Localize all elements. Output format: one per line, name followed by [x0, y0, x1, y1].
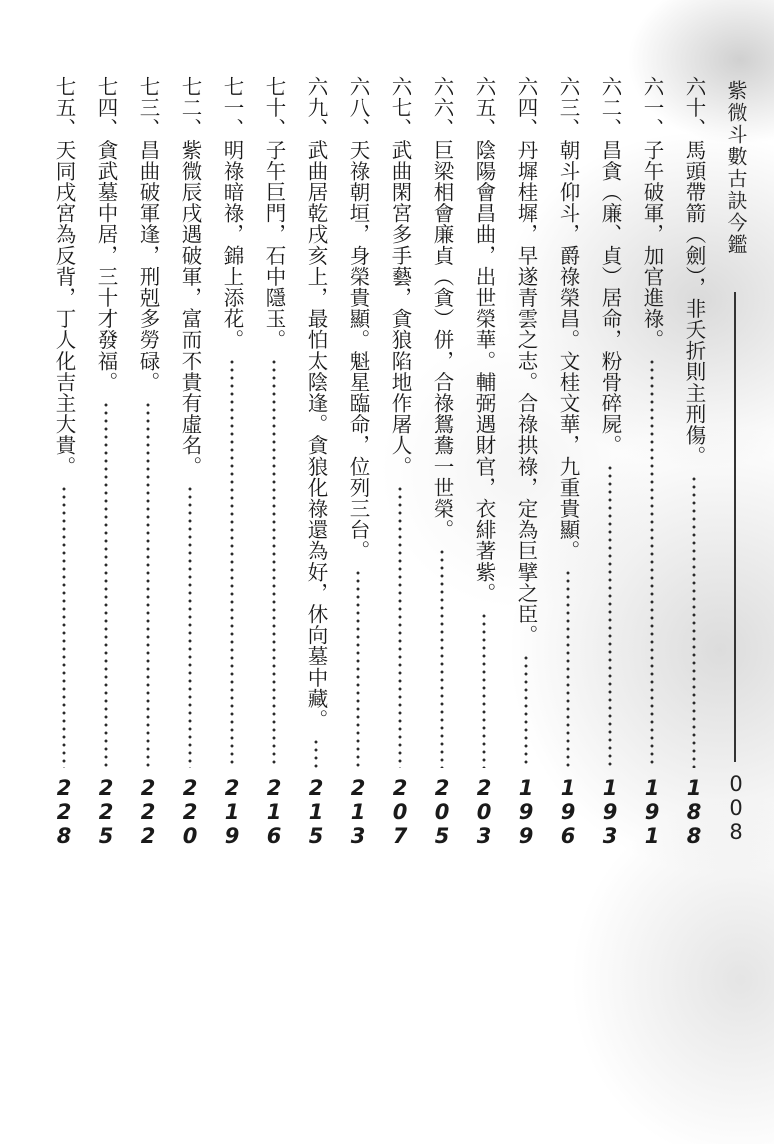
- entry-page-number: 213: [346, 776, 370, 848]
- entry-title: 七二、紫微辰戌遇破軍，富而不貴有虛名。: [178, 76, 202, 477]
- toc-entry[interactable]: [214, 76, 250, 1056]
- toc-entry[interactable]: [256, 76, 292, 1056]
- toc-entry[interactable]: [676, 76, 712, 1056]
- toc-entry[interactable]: [298, 76, 334, 1056]
- entry-page-number: 191: [640, 776, 664, 848]
- entry-title: 六九、武曲居乾戌亥上，最怕太陰逢。貪狼化祿還為好，休向墓中藏。: [304, 76, 328, 731]
- book-title: 紫微斗數古訣今鑑: [724, 80, 748, 256]
- leader-dots: [692, 475, 696, 768]
- entry-title: 七三、昌曲破軍逢，刑剋多勞碌。: [136, 76, 160, 393]
- entry-title: 六四、丹墀桂墀，早遂青雲之志。合祿拱祿，定為巨擘之臣。: [514, 76, 538, 646]
- entry-page-number: 219: [220, 776, 244, 848]
- leader-dots: [62, 485, 66, 768]
- toc-entry[interactable]: [634, 76, 670, 1056]
- toc-entry[interactable]: [172, 76, 208, 1056]
- toc-entry[interactable]: [46, 76, 82, 1056]
- entry-title: 七十、子午巨門，石中隱玉。: [262, 76, 286, 351]
- toc-entry[interactable]: [340, 76, 376, 1056]
- leader-dots: [188, 485, 192, 768]
- entry-page-number: 196: [556, 776, 580, 848]
- entry-page-number: 220: [178, 776, 202, 848]
- entry-page-number: 207: [388, 776, 412, 848]
- entry-page-number: 193: [598, 776, 622, 848]
- entry-page-number: 188: [682, 776, 706, 848]
- leader-dots: [650, 358, 654, 768]
- entry-title: 六三、朝斗仰斗，爵祿榮昌。文桂文華，九重貴顯。: [556, 76, 580, 562]
- entry-title: 六六、巨梁相會廉貞（貪）併，合祿鴛鴦一世榮。: [430, 76, 454, 541]
- entry-page-number: 216: [262, 776, 286, 848]
- toc-entry[interactable]: [424, 76, 460, 1056]
- toc-entry[interactable]: [550, 76, 586, 1056]
- entry-page-number: 225: [94, 776, 118, 848]
- leader-dots: [524, 654, 528, 768]
- leader-dots: [314, 738, 318, 768]
- leader-dots: [566, 569, 570, 768]
- leader-dots: [230, 358, 234, 768]
- header-divider: [734, 292, 736, 762]
- entry-title: 六十、馬頭帶箭（劍），非夭折則主刑傷。: [682, 76, 706, 467]
- leader-dots: [356, 569, 360, 768]
- toc-entry[interactable]: [382, 76, 418, 1056]
- toc-entry[interactable]: [508, 76, 544, 1056]
- entry-title: 七五、天同戌宮為反背，丁人化吉主大貴。: [52, 76, 76, 477]
- entry-page-number: 228: [52, 776, 76, 848]
- leader-dots: [608, 464, 612, 768]
- leader-dots: [104, 401, 108, 768]
- entry-page-number: 199: [514, 776, 538, 848]
- toc-entry[interactable]: [592, 76, 628, 1056]
- entry-title: 七一、明祿暗祿，錦上添花。: [220, 76, 244, 351]
- leader-dots: [146, 401, 150, 768]
- leader-dots: [482, 612, 486, 768]
- entry-title: 六七、武曲閑宮多手藝，貪狼陷地作屠人。: [388, 76, 412, 477]
- entry-title: 六一、子午破軍，加官進祿。: [640, 76, 664, 351]
- entry-title: 六二、昌貪（廉、貞）居命，粉骨碎屍。: [598, 76, 622, 456]
- leader-dots: [398, 485, 402, 768]
- toc-entry[interactable]: [88, 76, 124, 1056]
- toc-entry[interactable]: [130, 76, 166, 1056]
- entry-page-number: 215: [304, 776, 328, 848]
- entry-page-number: 222: [136, 776, 160, 848]
- entry-page-number: 205: [430, 776, 454, 848]
- leader-dots: [272, 358, 276, 768]
- entry-title: 六五、陰陽會昌曲，出世榮華。輔弼遇財官，衣緋著紫。: [472, 76, 496, 604]
- entry-title: 六八、天祿朝垣，身榮貴顯。魁星臨命，位列三台。: [346, 76, 370, 562]
- toc-entry[interactable]: [466, 76, 502, 1056]
- entry-page-number: 203: [472, 776, 496, 848]
- leader-dots: [440, 548, 444, 768]
- entry-title: 七四、貪武墓中居，三十才發福。: [94, 76, 118, 393]
- page-number: 008: [724, 772, 748, 844]
